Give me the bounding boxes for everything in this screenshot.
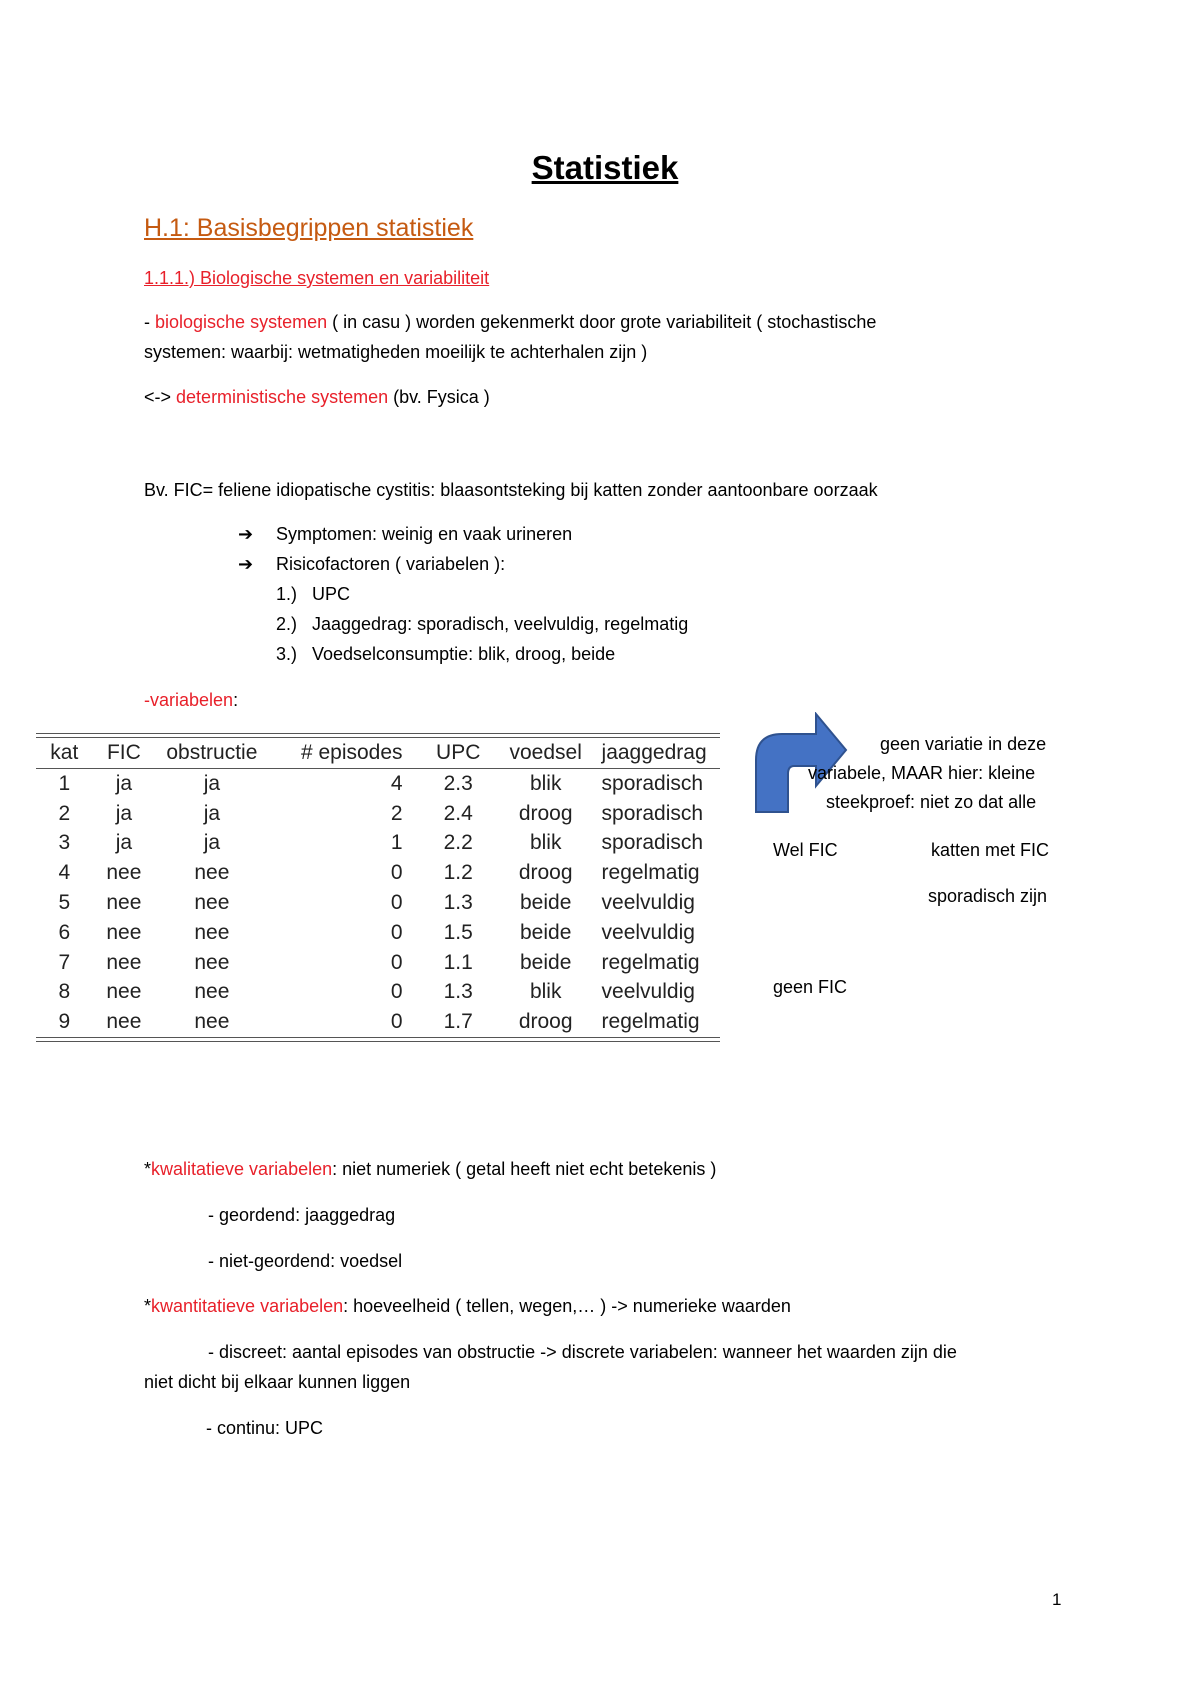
arrow-item: [238, 524, 572, 546]
table-cell: 0: [390, 861, 403, 885]
table-cell: 9: [58, 1010, 71, 1034]
star-text: *: [144, 1296, 152, 1316]
paragraph-rest: (bv. Fysica ): [388, 387, 490, 407]
kwalitatieve-definition: [144, 1159, 716, 1181]
star-text: *: [144, 1159, 152, 1179]
table-cell: 3: [58, 831, 71, 855]
chapter-heading: H.1: Basisbegrippen statistiek: [144, 214, 474, 242]
table-cell: 2: [58, 801, 71, 825]
table-cell: blik: [529, 831, 562, 855]
item-text: UPC: [312, 584, 351, 604]
red-term-variabelen: -variabelen: [144, 690, 234, 710]
red-term-kwalitatief: kwalitatieve variabelen: [151, 1159, 333, 1179]
table-cell: sporadisch: [601, 771, 704, 795]
table-row: [36, 888, 720, 918]
right-arrow-icon: ➔: [238, 524, 254, 544]
table-cell: veelvuldig: [601, 891, 695, 915]
variabelen-label: [144, 690, 238, 712]
table-cell: nee: [194, 950, 230, 974]
table-cell: ja: [115, 831, 133, 855]
table-cell: nee: [194, 1010, 230, 1034]
table-cell: veelvuldig: [601, 920, 695, 944]
table-cell: nee: [194, 891, 230, 915]
table-cell: blik: [529, 980, 562, 1004]
table-cell: blik: [529, 771, 562, 795]
table-cell: 1: [58, 771, 71, 795]
table-cell: nee: [106, 891, 142, 915]
item-text: Jaaggedrag: sporadisch, veelvuldig, regelmatig: [312, 614, 689, 634]
red-term-deterministisch: deterministische systemen: [176, 387, 389, 407]
column-header: UPC: [436, 741, 481, 764]
dash-text: -: [144, 312, 155, 332]
table-cell: ja: [115, 771, 133, 795]
table-cell: 4: [390, 771, 403, 795]
table-cell: nee: [106, 861, 142, 885]
side-note-line: geen variatie in deze: [880, 734, 1047, 754]
table-header-row: [36, 738, 720, 768]
table-cell: 1.7: [443, 1010, 473, 1034]
table-cell: 7: [58, 950, 71, 974]
table-cell: 0: [390, 1010, 403, 1034]
paragraph-rest: ( in casu ) worden gekenmerkt door grote variabiliteit ( stochastische: [327, 312, 877, 332]
wel-fic-label: Wel FIC: [773, 840, 838, 860]
numbered-item: [276, 614, 688, 636]
table-cell: 6: [58, 920, 71, 944]
arrow-item-text: Risicofactoren ( variabelen ):: [276, 554, 506, 574]
table-cell: regelmatig: [601, 950, 700, 974]
table-cell: 2: [390, 801, 403, 825]
prefix-text: <->: [144, 387, 177, 407]
continu-item: - continu: UPC: [206, 1418, 324, 1438]
column-header: jaaggedrag: [601, 741, 707, 764]
table-cell: 2.2: [443, 831, 473, 855]
item-number: 2.): [276, 614, 298, 634]
table-cell: 4: [58, 861, 71, 885]
table-cell: nee: [106, 950, 142, 974]
table-cell: 1.3: [443, 980, 473, 1004]
table-row: [36, 948, 720, 978]
table-cell: nee: [106, 920, 142, 944]
arrow-item-text: Symptomen: weinig en vaak urineren: [276, 524, 573, 544]
side-note-line: steekproef: niet zo dat alle: [826, 792, 1037, 812]
table-row: [36, 858, 720, 888]
geordend-item: - geordend: jaaggedrag: [208, 1205, 396, 1225]
red-term-kwantitatief: kwantitatieve variabelen: [151, 1296, 344, 1316]
table-cell: sporadisch: [601, 831, 704, 855]
niet-geordend-item: - niet-geordend: voedsel: [208, 1251, 403, 1271]
arrow-item: [238, 554, 505, 576]
table-cell: 1.2: [443, 861, 473, 885]
table-row: [36, 978, 720, 1008]
item-number: 3.): [276, 644, 298, 664]
item-text: Voedselconsumptie: blik, droog, beide: [312, 644, 616, 664]
side-note-line: sporadisch zijn: [928, 886, 1048, 906]
table-cell: regelmatig: [601, 861, 700, 885]
column-header: voedsel: [509, 741, 582, 764]
variables-table: [36, 733, 720, 1042]
column-header: obstructie: [166, 741, 258, 764]
kwantitatieve-definition: [144, 1296, 791, 1318]
table-cell: 2.3: [443, 771, 473, 795]
table-cell: 0: [390, 950, 403, 974]
table-row: [36, 769, 720, 799]
table-cell: beide: [520, 920, 572, 944]
definition-rest: : hoeveelheid ( tellen, wegen,… ) -> numerieke waarden: [343, 1296, 791, 1316]
table-cell: 8: [58, 980, 71, 1004]
page-number: 1: [1052, 1590, 1062, 1609]
page-title: Statistiek: [531, 149, 679, 186]
table-cell: 0: [390, 891, 403, 915]
table-cell: beide: [520, 891, 572, 915]
table-row: [36, 829, 720, 859]
label-colon: :: [233, 690, 239, 710]
table-cell: 0: [390, 920, 403, 944]
side-note-line: variabele, MAAR hier: kleine: [808, 763, 1036, 783]
discreet-line2: niet dicht bij elkaar kunnen liggen: [144, 1372, 411, 1392]
table-cell: nee: [106, 1010, 142, 1034]
table-cell: 5: [58, 891, 71, 915]
table-cell: 2.4: [443, 801, 473, 825]
table-cell: droog: [518, 801, 573, 825]
table-cell: ja: [115, 801, 133, 825]
table-cell: nee: [194, 861, 230, 885]
numbered-item: [276, 584, 350, 606]
table-cell: 1: [390, 831, 403, 855]
table-row: [36, 1007, 720, 1037]
table-cell: 1.5: [443, 920, 473, 944]
table-row: [36, 799, 720, 829]
example-fic: Bv. FIC= feliene idiopatische cystitis: blaasontsteking bij katten zonder aantoonbare oorzaak: [144, 480, 878, 500]
table-cell: droog: [518, 861, 573, 885]
table-cell: droog: [518, 1010, 573, 1034]
side-note-line: katten met FIC: [931, 840, 1050, 860]
table-cell: 1.1: [443, 950, 473, 974]
paragraph-biologische-line1: [144, 312, 876, 334]
item-number: 1.): [276, 584, 298, 604]
table-cell: ja: [203, 801, 221, 825]
geen-fic-label: geen FIC: [773, 977, 848, 997]
table-cell: nee: [194, 920, 230, 944]
table-cell: ja: [203, 771, 221, 795]
column-header: # episodes: [300, 741, 403, 764]
column-header: FIC: [106, 741, 141, 764]
table-row: [36, 918, 720, 948]
table-cell: ja: [203, 831, 221, 855]
table-cell: veelvuldig: [601, 980, 695, 1004]
right-arrow-icon: ➔: [238, 554, 254, 574]
table-cell: sporadisch: [601, 801, 704, 825]
paragraph-biologische-line2: systemen: waarbij: wetmatigheden moeilijk te achterhalen zijn ): [144, 342, 648, 362]
numbered-item: [276, 644, 615, 666]
paragraph-deterministisch: [144, 387, 490, 409]
red-term-biologische: biologische systemen: [155, 312, 328, 332]
definition-rest: : niet numeriek ( getal heeft niet echt betekenis ): [332, 1159, 717, 1179]
section-heading: 1.1.1.) Biologische systemen en variabiliteit: [144, 268, 490, 288]
table-cell: beide: [520, 950, 572, 974]
table-cell: nee: [106, 980, 142, 1004]
column-header: kat: [50, 741, 79, 764]
table-cell: nee: [194, 980, 230, 1004]
table-cell: 1.3: [443, 891, 473, 915]
table-cell: 0: [390, 980, 403, 1004]
discreet-line1: - discreet: aantal episodes van obstructie -> discrete variabelen: wanneer het waarden zijn die: [208, 1342, 957, 1362]
table-cell: regelmatig: [601, 1010, 700, 1034]
